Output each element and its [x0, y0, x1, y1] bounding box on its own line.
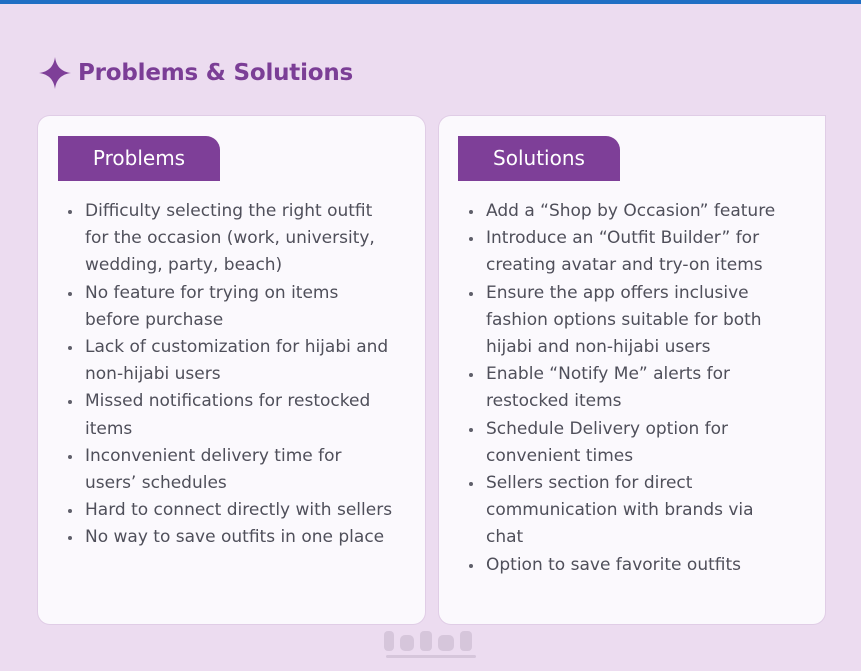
- problem-item: Difficulty selecting the right outfit for the occasion (work, university, wedding, party, beach): [64, 198, 394, 280]
- problems-list: [64, 198, 394, 552]
- problems-card: [38, 116, 425, 624]
- solution-item: Sellers section for direct communication with brands via chat: [465, 470, 795, 552]
- problem-item: No feature for trying on items before purchase: [64, 280, 394, 334]
- solutions-tag: Solutions: [458, 136, 620, 181]
- problem-item: Lack of customization for hijabi and non-hijabi users: [64, 334, 394, 388]
- problem-item: Inconvenient delivery time for users’ schedules: [64, 443, 394, 497]
- solutions-card: [439, 116, 825, 624]
- solution-item: Schedule Delivery option for convenient times: [465, 416, 795, 470]
- solution-item: Introduce an “Outfit Builder” for creating avatar and try-on items: [465, 225, 795, 279]
- solutions-list: [465, 198, 795, 579]
- problem-item: No way to save outfits in one place: [64, 524, 394, 551]
- problem-item: Hard to connect directly with sellers: [64, 497, 394, 524]
- solution-item: Add a “Shop by Occasion” feature: [465, 198, 795, 225]
- section-title: Problems & Solutions: [78, 60, 354, 86]
- problems-tag: Problems: [58, 136, 220, 181]
- section-header: [38, 55, 353, 91]
- solution-item: Ensure the app offers inclusive fashion options suitable for both hijabi and non-hijabi users: [465, 280, 795, 362]
- problem-item: Missed notifications for restocked items: [64, 388, 394, 442]
- solution-item: Option to save favorite outfits: [465, 552, 795, 579]
- solution-item: Enable “Notify Me” alerts for restocked items: [465, 361, 795, 415]
- top-accent-bar: [0, 0, 861, 4]
- sparkle-icon: [38, 56, 72, 90]
- watermark-logo: [376, 625, 486, 665]
